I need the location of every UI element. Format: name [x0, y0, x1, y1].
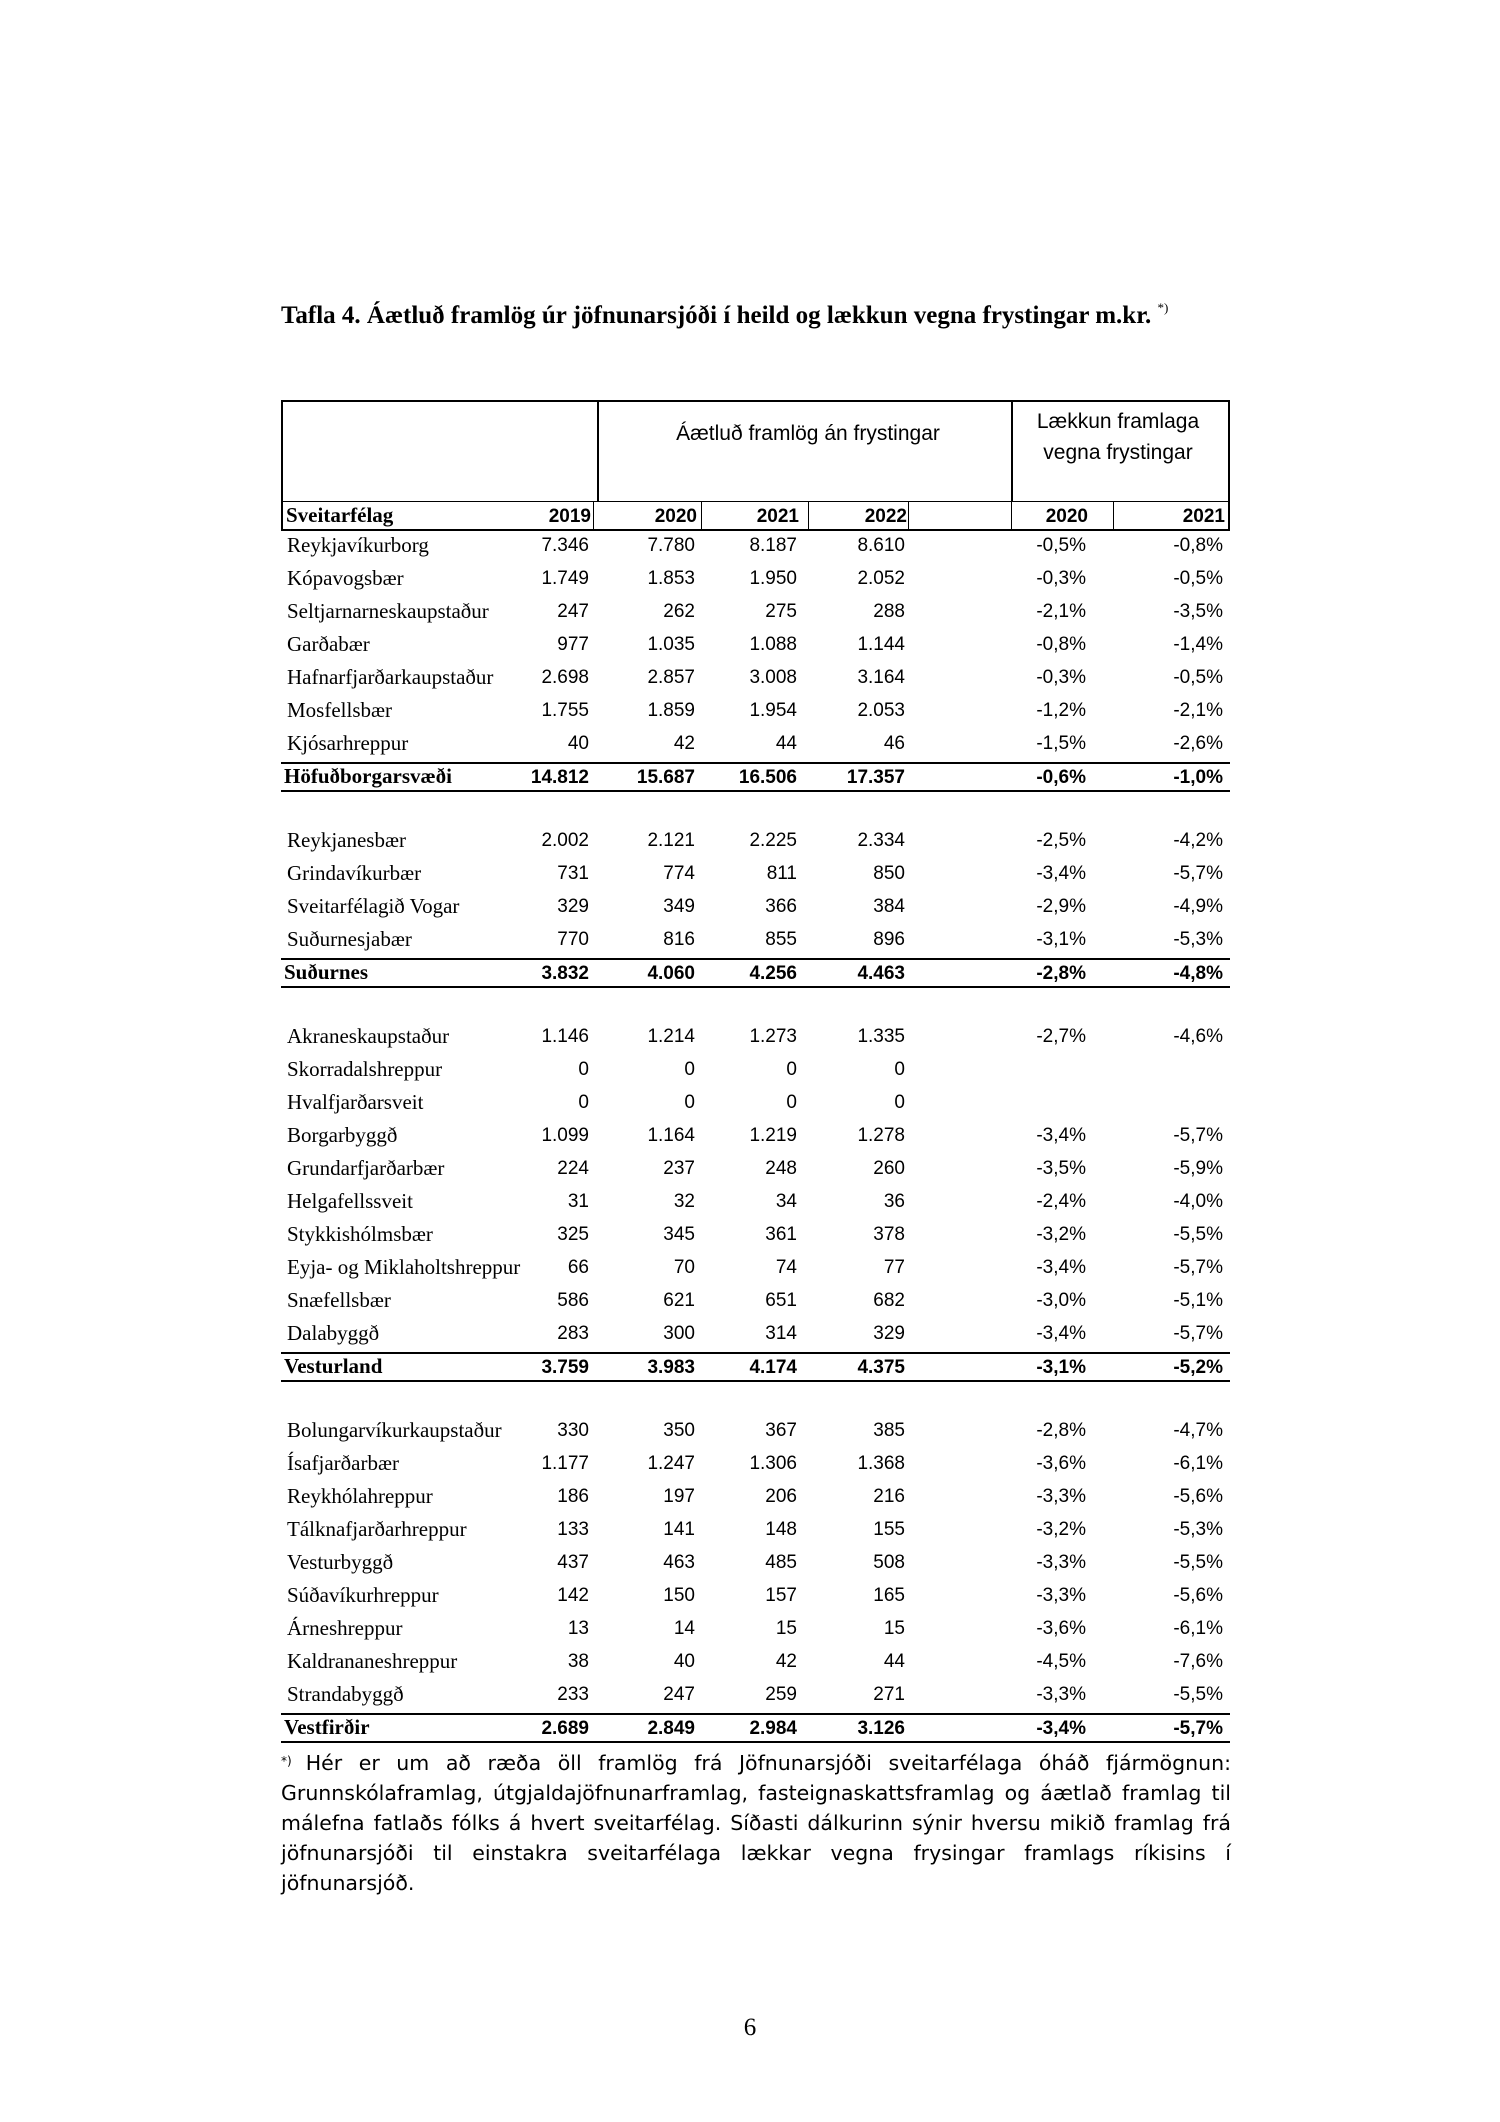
reduction-value: -4,8%	[1173, 963, 1223, 984]
table-row	[281, 630, 1230, 663]
allocation-value: 17.357	[846, 767, 905, 788]
allocation-value: 0	[684, 1092, 695, 1113]
allocation-value: 586	[557, 1290, 589, 1311]
reduction-value: -2,7%	[1036, 1026, 1086, 1047]
table-row	[281, 696, 1230, 729]
allocation-value: 15.687	[636, 767, 695, 788]
table-row	[281, 1449, 1230, 1482]
allocation-value: 259	[765, 1684, 797, 1705]
allocation-value: 0	[894, 1092, 905, 1113]
allocation-value: 1.755	[541, 700, 589, 721]
allocation-value: 14.812	[530, 767, 589, 788]
allocation-value: 3.126	[857, 1718, 905, 1739]
municipality-name: Kópavogsbær	[287, 566, 404, 590]
allocation-value: 2.698	[541, 667, 589, 688]
allocation-value: 44	[775, 733, 797, 754]
table-row	[281, 1614, 1230, 1647]
table-row	[281, 1055, 1230, 1088]
municipality-name: Dalabyggð	[287, 1321, 380, 1345]
municipality-name: Borgarbyggð	[287, 1123, 398, 1147]
allocation-value: 275	[765, 601, 797, 622]
reduction-value: -6,1%	[1173, 1453, 1223, 1474]
allocation-value: 366	[765, 896, 797, 917]
reduction-value: -2,8%	[1036, 1420, 1086, 1441]
table-row	[281, 1121, 1230, 1154]
reduction-value: -2,1%	[1173, 700, 1223, 721]
allocation-value: 0	[578, 1059, 589, 1080]
allocation-value: 4.256	[749, 963, 797, 984]
allocation-value: 38	[567, 1651, 589, 1672]
municipality-name: Eyja- og Miklaholtshreppur	[287, 1255, 521, 1279]
table-row	[281, 925, 1230, 958]
reduction-value: -5,9%	[1173, 1158, 1223, 1179]
allocation-value: 40	[673, 1651, 695, 1672]
allocation-value: 155	[873, 1519, 905, 1540]
table-title	[281, 302, 1168, 330]
allocation-value: 621	[663, 1290, 695, 1311]
table-body	[281, 531, 1230, 1743]
reduction-value: -5,7%	[1173, 1718, 1223, 1739]
municipality-name: Skorradalshreppur	[287, 1057, 443, 1081]
column-header-year: 2020	[1045, 506, 1088, 527]
column-header-year: 2021	[756, 506, 799, 527]
table-row	[281, 663, 1230, 696]
reduction-value: -1,4%	[1173, 634, 1223, 655]
reduction-value: -5,2%	[1173, 1357, 1223, 1378]
municipality-name: Seltjarnarneskaupstaður	[287, 599, 489, 623]
reduction-value: -5,6%	[1173, 1585, 1223, 1606]
allocation-value: 32	[673, 1191, 695, 1212]
allocation-value: 731	[557, 863, 589, 884]
reduction-value: -5,3%	[1173, 929, 1223, 950]
allocation-value: 42	[673, 733, 695, 754]
table-row	[281, 1548, 1230, 1581]
allocation-value: 142	[557, 1585, 589, 1606]
column-label-municipality: Sveitarfélag	[286, 503, 394, 527]
allocation-value: 850	[873, 863, 905, 884]
region-name: Höfuðborgarsvæði	[284, 764, 452, 788]
municipality-name: Snæfellsbær	[287, 1288, 391, 1312]
allocation-value: 165	[873, 1585, 905, 1606]
region-spacer	[281, 988, 1230, 1022]
allocation-value: 4.174	[749, 1357, 797, 1378]
table-row	[281, 1416, 1230, 1449]
municipality-name: Súðavíkurhreppur	[287, 1583, 439, 1607]
allocation-value: 385	[873, 1420, 905, 1441]
allocation-value: 4.463	[857, 963, 905, 984]
allocation-value: 1.247	[647, 1453, 695, 1474]
reduction-value: -4,6%	[1173, 1026, 1223, 1047]
reduction-value: -3,1%	[1036, 1357, 1086, 1378]
region-total-row	[281, 1352, 1230, 1382]
reduction-value: -5,1%	[1173, 1290, 1223, 1311]
allocation-value: 770	[557, 929, 589, 950]
footnote	[281, 1748, 1231, 1898]
allocation-value: 2.002	[541, 830, 589, 851]
allocation-value: 237	[663, 1158, 695, 1179]
allocation-value: 2.225	[749, 830, 797, 851]
allocation-value: 314	[765, 1323, 797, 1344]
table-group-header	[281, 400, 1230, 501]
municipality-name: Garðabær	[287, 632, 370, 656]
allocation-value: 0	[578, 1092, 589, 1113]
municipality-name: Strandabyggð	[287, 1682, 404, 1706]
reduction-value: -3,4%	[1036, 1718, 1086, 1739]
allocation-value: 186	[557, 1486, 589, 1507]
allocation-value: 40	[567, 733, 589, 754]
municipality-name: Grindavíkurbær	[287, 861, 422, 885]
reduction-value: -2,6%	[1173, 733, 1223, 754]
table-row	[281, 729, 1230, 762]
allocation-table	[281, 400, 1230, 1743]
allocation-value: 1.368	[857, 1453, 905, 1474]
allocation-value: 1.278	[857, 1125, 905, 1146]
allocation-value: 0	[894, 1059, 905, 1080]
allocation-value: 1.177	[541, 1453, 589, 1474]
region-total-row	[281, 958, 1230, 988]
allocation-value: 1.146	[541, 1026, 589, 1047]
region-total-row	[281, 762, 1230, 792]
reduction-value: -3,3%	[1036, 1684, 1086, 1705]
header-group-reduction	[1005, 402, 1231, 468]
allocation-value: 350	[663, 1420, 695, 1441]
allocation-value: 349	[663, 896, 695, 917]
reduction-value: -1,0%	[1173, 767, 1223, 788]
reduction-value: -6,1%	[1173, 1618, 1223, 1639]
allocation-value: 378	[873, 1224, 905, 1245]
region-name: Vesturland	[284, 1354, 383, 1378]
allocation-value: 16.506	[738, 767, 797, 788]
reduction-value: -5,6%	[1173, 1486, 1223, 1507]
allocation-value: 1.749	[541, 568, 589, 589]
allocation-value: 1.099	[541, 1125, 589, 1146]
column-header-year: 2020	[654, 506, 697, 527]
reduction-value: -3,6%	[1036, 1453, 1086, 1474]
allocation-value: 157	[765, 1585, 797, 1606]
reduction-value: -2,5%	[1036, 830, 1086, 851]
table-row	[281, 1647, 1230, 1680]
reduction-value: -4,7%	[1173, 1420, 1223, 1441]
allocation-value: 31	[567, 1191, 589, 1212]
allocation-value: 3.164	[857, 667, 905, 688]
allocation-value: 1.273	[749, 1026, 797, 1047]
column-header-year: 2021	[1182, 506, 1225, 527]
footnote-text: Hér er um að ræða öll framlög frá Jöfnunarsjóði sveitarfélaga óháð fjármögnun: Grunnskólaframlag, útgjaldajöfnunarframlag, fasteignaskattsframlag og áætlað framlag til málefna fatlaðs fólks á hvert sveitarfélag. Síðasti dálkurinn sýnir hversu mikið framlag frá jöfnunarsjóði til einstakra sveitarfélaga lækkar vegna frysingar framlags ríkisins í jöfnunarsjóð.	[281, 1751, 1231, 1895]
allocation-value: 855	[765, 929, 797, 950]
reduction-value: -3,6%	[1036, 1618, 1086, 1639]
allocation-value: 262	[663, 601, 695, 622]
title-footnote-marker: *)	[1157, 300, 1169, 315]
allocation-value: 485	[765, 1552, 797, 1573]
column-separator	[1113, 502, 1114, 529]
reduction-value: -0,8%	[1036, 634, 1086, 655]
municipality-name: Reykjavíkurborg	[287, 533, 429, 557]
header-group-reduction-line2: vegna frystingar	[1043, 441, 1193, 464]
reduction-value: -4,2%	[1173, 830, 1223, 851]
allocation-value: 329	[557, 896, 589, 917]
municipality-name: Stykkishólmsbær	[287, 1222, 433, 1246]
header-divider	[597, 402, 599, 501]
allocation-value: 271	[873, 1684, 905, 1705]
municipality-name: Ísafjarðarbær	[287, 1451, 399, 1475]
allocation-value: 977	[557, 634, 589, 655]
allocation-value: 1.859	[647, 700, 695, 721]
table-row	[281, 1154, 1230, 1187]
allocation-value: 367	[765, 1420, 797, 1441]
table-row	[281, 564, 1230, 597]
allocation-value: 300	[663, 1323, 695, 1344]
allocation-value: 437	[557, 1552, 589, 1573]
allocation-value: 46	[883, 733, 905, 754]
municipality-name: Mosfellsbær	[287, 698, 392, 722]
table-row	[281, 1187, 1230, 1220]
allocation-value: 3.008	[749, 667, 797, 688]
reduction-value: -2,4%	[1036, 1191, 1086, 1212]
municipality-name: Bolungarvíkurkaupstaður	[287, 1418, 502, 1442]
allocation-value: 2.334	[857, 830, 905, 851]
allocation-value: 325	[557, 1224, 589, 1245]
reduction-value: -1,2%	[1036, 700, 1086, 721]
reduction-value: -3,2%	[1036, 1224, 1086, 1245]
allocation-value: 0	[786, 1092, 797, 1113]
reduction-value: -5,5%	[1173, 1552, 1223, 1573]
reduction-value: -3,5%	[1036, 1158, 1086, 1179]
allocation-value: 816	[663, 929, 695, 950]
allocation-value: 133	[557, 1519, 589, 1540]
reduction-value: -0,3%	[1036, 568, 1086, 589]
reduction-value: -0,5%	[1173, 568, 1223, 589]
allocation-value: 206	[765, 1486, 797, 1507]
table-row	[281, 826, 1230, 859]
allocation-value: 197	[663, 1486, 695, 1507]
municipality-name: Reykjanesbær	[287, 828, 406, 852]
allocation-value: 384	[873, 896, 905, 917]
allocation-value: 811	[766, 863, 797, 884]
column-separator	[593, 502, 594, 529]
municipality-name: Akraneskaupstaður	[287, 1024, 450, 1048]
municipality-name: Kjósarhreppur	[287, 731, 409, 755]
table-row	[281, 597, 1230, 630]
reduction-value: -1,5%	[1036, 733, 1086, 754]
allocation-value: 288	[873, 601, 905, 622]
allocation-value: 345	[663, 1224, 695, 1245]
allocation-value: 2.849	[647, 1718, 695, 1739]
reduction-value: -3,1%	[1036, 929, 1086, 950]
allocation-value: 1.088	[749, 634, 797, 655]
column-header-year: 2019	[548, 506, 591, 527]
reduction-value: -2,8%	[1036, 963, 1086, 984]
allocation-value: 15	[775, 1618, 797, 1639]
reduction-value: -0,6%	[1036, 767, 1086, 788]
allocation-value: 1.219	[749, 1125, 797, 1146]
reduction-value: -5,7%	[1173, 1257, 1223, 1278]
reduction-value: -3,5%	[1173, 601, 1223, 622]
allocation-value: 247	[663, 1684, 695, 1705]
reduction-value: -3,4%	[1036, 1323, 1086, 1344]
allocation-value: 77	[883, 1257, 905, 1278]
table-row	[281, 1319, 1230, 1352]
reduction-value: -5,7%	[1173, 1323, 1223, 1344]
allocation-value: 74	[775, 1257, 797, 1278]
allocation-value: 1.335	[857, 1026, 905, 1047]
allocation-value: 329	[873, 1323, 905, 1344]
allocation-value: 2.121	[647, 830, 695, 851]
reduction-value: -0,5%	[1036, 535, 1086, 556]
reduction-value: -3,4%	[1036, 863, 1086, 884]
allocation-value: 2.053	[857, 700, 905, 721]
allocation-value: 247	[557, 601, 589, 622]
allocation-value: 1.144	[857, 634, 905, 655]
table-row	[281, 1022, 1230, 1055]
allocation-value: 8.187	[749, 535, 797, 556]
reduction-value: -3,4%	[1036, 1257, 1086, 1278]
reduction-value: -0,5%	[1173, 667, 1223, 688]
allocation-value: 2.689	[541, 1718, 589, 1739]
table-row	[281, 1581, 1230, 1614]
allocation-value: 2.857	[647, 667, 695, 688]
table-row	[281, 1253, 1230, 1286]
region-spacer	[281, 792, 1230, 826]
allocation-value: 7.346	[541, 535, 589, 556]
municipality-name: Reykhólahreppur	[287, 1484, 433, 1508]
allocation-value: 260	[873, 1158, 905, 1179]
reduction-value: -0,8%	[1173, 535, 1223, 556]
allocation-value: 1.853	[647, 568, 695, 589]
allocation-value: 224	[557, 1158, 589, 1179]
reduction-value: -2,1%	[1036, 601, 1086, 622]
allocation-value: 1.035	[647, 634, 695, 655]
page-number: 6	[743, 2014, 757, 2041]
allocation-value: 361	[765, 1224, 797, 1245]
reduction-value: -5,7%	[1173, 863, 1223, 884]
reduction-value: -4,0%	[1173, 1191, 1223, 1212]
allocation-value: 2.984	[749, 1718, 797, 1739]
municipality-name: Suðurnesjabær	[287, 927, 412, 951]
allocation-value: 66	[567, 1257, 589, 1278]
reduction-value: -0,3%	[1036, 667, 1086, 688]
reduction-value: -7,6%	[1173, 1651, 1223, 1672]
allocation-value: 682	[873, 1290, 905, 1311]
allocation-value: 2.052	[857, 568, 905, 589]
allocation-value: 0	[786, 1059, 797, 1080]
allocation-value: 4.060	[647, 963, 695, 984]
allocation-value: 283	[557, 1323, 589, 1344]
allocation-value: 3.759	[541, 1357, 589, 1378]
reduction-value: -5,5%	[1173, 1684, 1223, 1705]
municipality-name: Kaldrananeshreppur	[287, 1649, 458, 1673]
allocation-value: 774	[663, 863, 695, 884]
table-title-text: Tafla 4. Áætluð framlög úr jöfnunarsjóði í heild og lækkun vegna frystingar m.kr.	[281, 302, 1152, 329]
reduction-value: -3,3%	[1036, 1486, 1086, 1507]
reduction-value: -3,2%	[1036, 1519, 1086, 1540]
allocation-value: 141	[663, 1519, 695, 1540]
municipality-name: Hafnarfjarðarkaupstaður	[287, 665, 494, 689]
table-row	[281, 1515, 1230, 1548]
table-row	[281, 1482, 1230, 1515]
allocation-value: 44	[883, 1651, 905, 1672]
header-group-reduction-line1: Lækkun framlaga	[1036, 410, 1200, 433]
municipality-name: Sveitarfélagið Vogar	[287, 894, 460, 918]
reduction-value: -3,3%	[1036, 1552, 1086, 1573]
region-spacer	[281, 1382, 1230, 1416]
municipality-name: Grundarfjarðarbær	[287, 1156, 445, 1180]
table-row	[281, 1220, 1230, 1253]
municipality-name: Helgafellssveit	[287, 1189, 413, 1213]
allocation-value: 1.214	[647, 1026, 695, 1047]
footnote-marker: *)	[281, 1754, 292, 1768]
reduction-value: -3,4%	[1036, 1125, 1086, 1146]
table-row	[281, 859, 1230, 892]
region-total-row	[281, 1713, 1230, 1743]
allocation-value: 896	[873, 929, 905, 950]
allocation-value: 148	[765, 1519, 797, 1540]
table-row	[281, 531, 1230, 564]
allocation-value: 34	[775, 1191, 797, 1212]
allocation-value: 233	[557, 1684, 589, 1705]
allocation-value: 150	[663, 1585, 695, 1606]
allocation-value: 42	[775, 1651, 797, 1672]
reduction-value: -5,3%	[1173, 1519, 1223, 1540]
reduction-value: -5,5%	[1173, 1224, 1223, 1245]
reduction-value: -2,9%	[1036, 896, 1086, 917]
allocation-value: 463	[663, 1552, 695, 1573]
allocation-value: 8.610	[857, 535, 905, 556]
reduction-value: -3,3%	[1036, 1585, 1086, 1606]
region-name: Vestfirðir	[284, 1715, 370, 1739]
allocation-value: 36	[883, 1191, 905, 1212]
allocation-value: 0	[684, 1059, 695, 1080]
allocation-value: 7.780	[647, 535, 695, 556]
reduction-value: -4,5%	[1036, 1651, 1086, 1672]
table-row	[281, 1680, 1230, 1713]
allocation-value: 14	[673, 1618, 695, 1639]
reduction-value: -4,9%	[1173, 896, 1223, 917]
table-row	[281, 892, 1230, 925]
table-row	[281, 1088, 1230, 1121]
allocation-value: 508	[873, 1552, 905, 1573]
region-name: Suðurnes	[284, 960, 369, 984]
allocation-value: 330	[557, 1420, 589, 1441]
allocation-value: 70	[673, 1257, 695, 1278]
municipality-name: Hvalfjarðarsveit	[287, 1090, 424, 1114]
allocation-value: 15	[883, 1618, 905, 1639]
municipality-name: Árneshreppur	[287, 1616, 403, 1640]
allocation-value: 651	[765, 1290, 797, 1311]
allocation-value: 1.954	[749, 700, 797, 721]
allocation-value: 216	[873, 1486, 905, 1507]
allocation-value: 4.375	[857, 1357, 905, 1378]
municipality-name: Tálknafjarðarhreppur	[287, 1517, 467, 1541]
allocation-value: 1.306	[749, 1453, 797, 1474]
municipality-name: Vesturbyggð	[287, 1550, 394, 1574]
column-separator	[908, 502, 909, 529]
allocation-value: 3.832	[541, 963, 589, 984]
header-group-allocations: Áætluð framlög án frystingar	[676, 422, 940, 445]
reduction-value: -3,0%	[1036, 1290, 1086, 1311]
allocation-value: 1.164	[647, 1125, 695, 1146]
table-row	[281, 1286, 1230, 1319]
allocation-value: 1.950	[749, 568, 797, 589]
allocation-value: 13	[567, 1618, 589, 1639]
column-header-year: 2022	[864, 506, 907, 527]
allocation-value: 248	[765, 1158, 797, 1179]
reduction-value: -5,7%	[1173, 1125, 1223, 1146]
allocation-value: 3.983	[647, 1357, 695, 1378]
table-column-header	[281, 501, 1230, 531]
